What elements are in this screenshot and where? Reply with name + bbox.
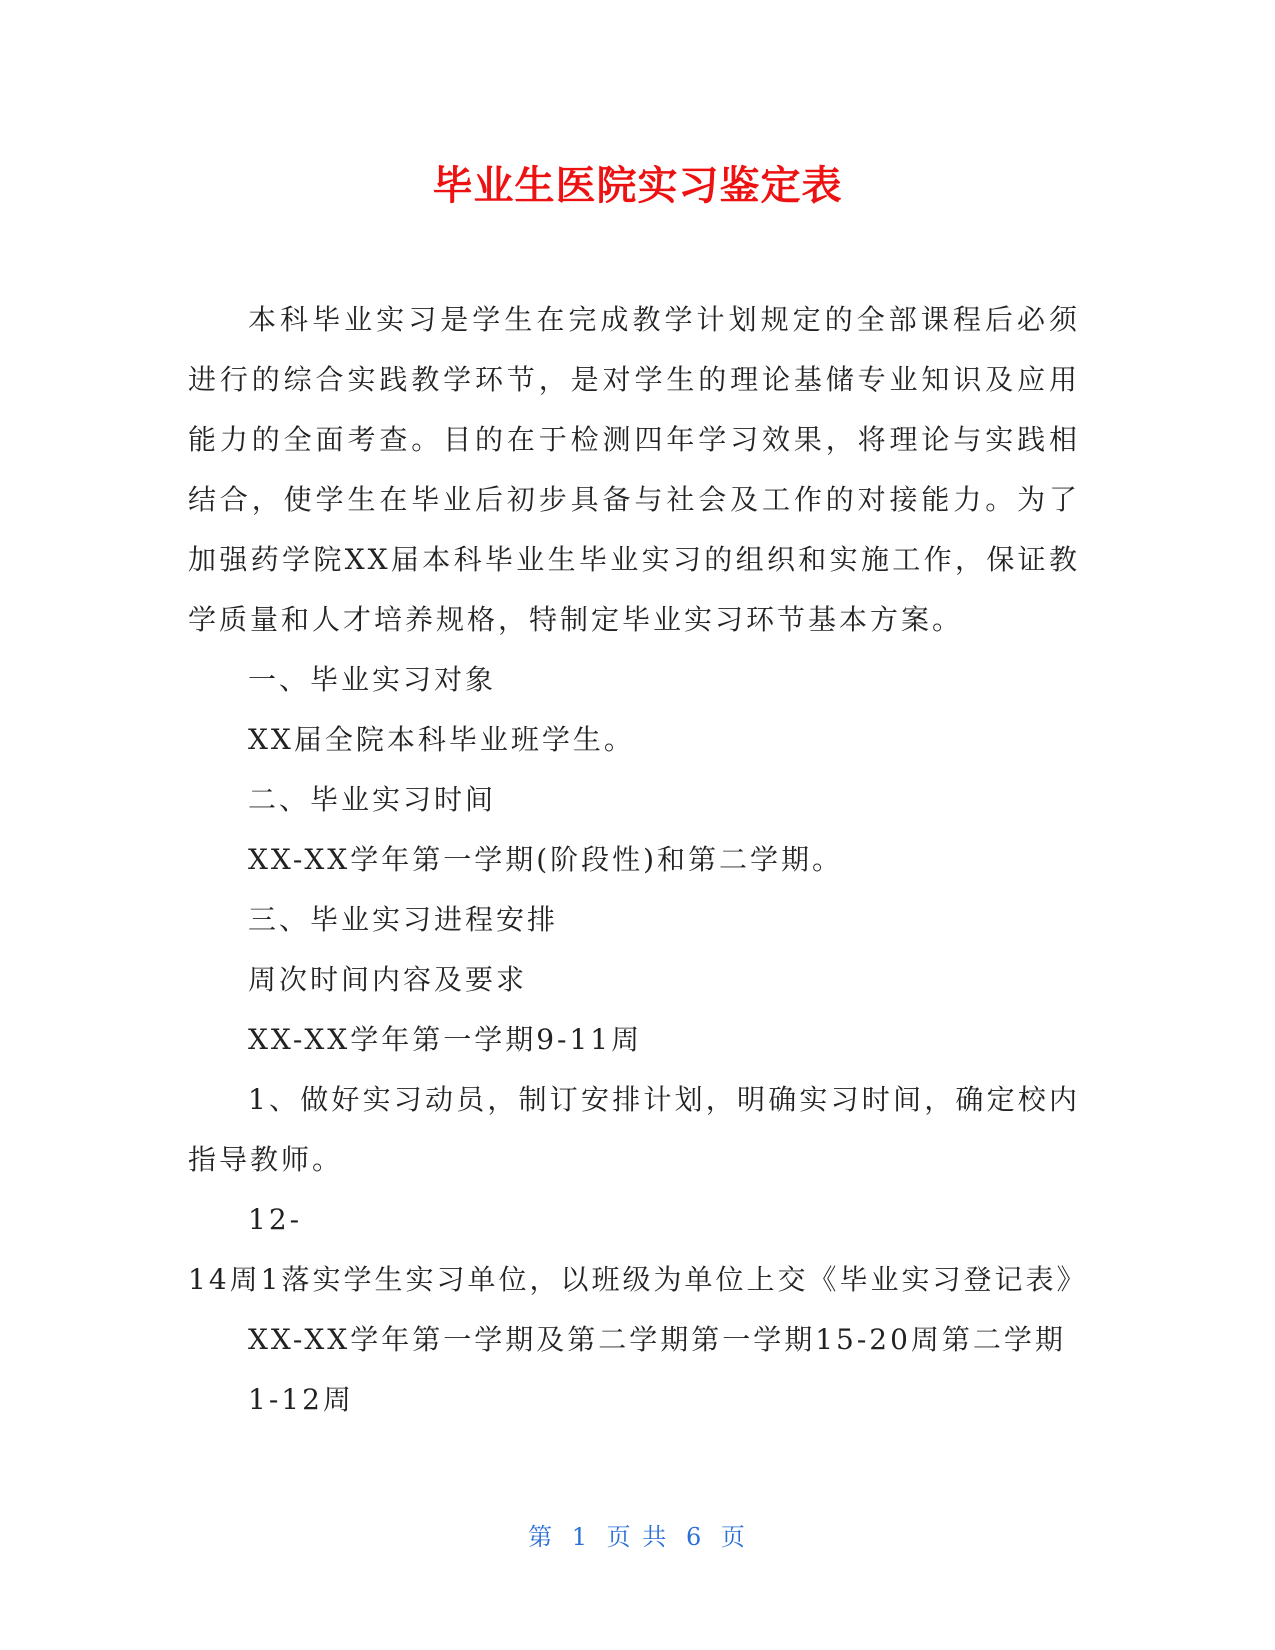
paragraph: 14周1落实学生实习单位，以班级为单位上交《毕业实习登记表》 (188, 1263, 1088, 1296)
footer-current-page: 1 (571, 1523, 590, 1551)
section-heading: 二、毕业实习时间 (248, 783, 497, 816)
paragraph: 1、做好实习动员，制订安排计划，明确实习时间，确定校内指导教师。 (188, 1083, 1080, 1176)
paragraph: 12- (248, 1203, 303, 1236)
document-body (188, 290, 1088, 1430)
section-heading: 三、毕业实习进程安排 (248, 903, 559, 936)
paragraph: 周次时间内容及要求 (248, 963, 528, 996)
section-heading: 一、毕业实习对象 (248, 663, 497, 696)
footer-total-pages: 6 (685, 1523, 704, 1551)
footer-suffix: 页 (720, 1523, 747, 1551)
paragraph: XX-XX学年第一学期及第二学期第一学期15-20周第二学期 (248, 1323, 1066, 1356)
footer-prefix: 第 (528, 1523, 555, 1551)
page-footer (0, 1522, 1275, 1552)
paragraph: 1-12周 (248, 1383, 354, 1416)
footer-mid: 页 共 (606, 1523, 669, 1551)
paragraph: XX届全院本科毕业班学生。 (248, 723, 635, 756)
intro-paragraph: 本科毕业实习是学生在完成教学计划规定的全部课程后必须进行的综合实践教学环节，是对学生的理论基储专业知识及应用能力的全面考查。目的在于检测四年学习效果，将理论与实践相结合，使学生在毕业后初步具备与社会及工作的对接能力。为了加强药学院XX届本科毕业生毕业实习的组织和实施工作，保证教学质量和人才培养规格，特制定毕业实习环节基本方案。 (188, 303, 1080, 636)
paragraph: XX-XX学年第一学期9-11周 (248, 1023, 643, 1056)
paragraph: XX-XX学年第一学期(阶段性)和第二学期。 (248, 843, 844, 876)
document-title: 毕业生医院实习鉴定表 (432, 163, 843, 209)
